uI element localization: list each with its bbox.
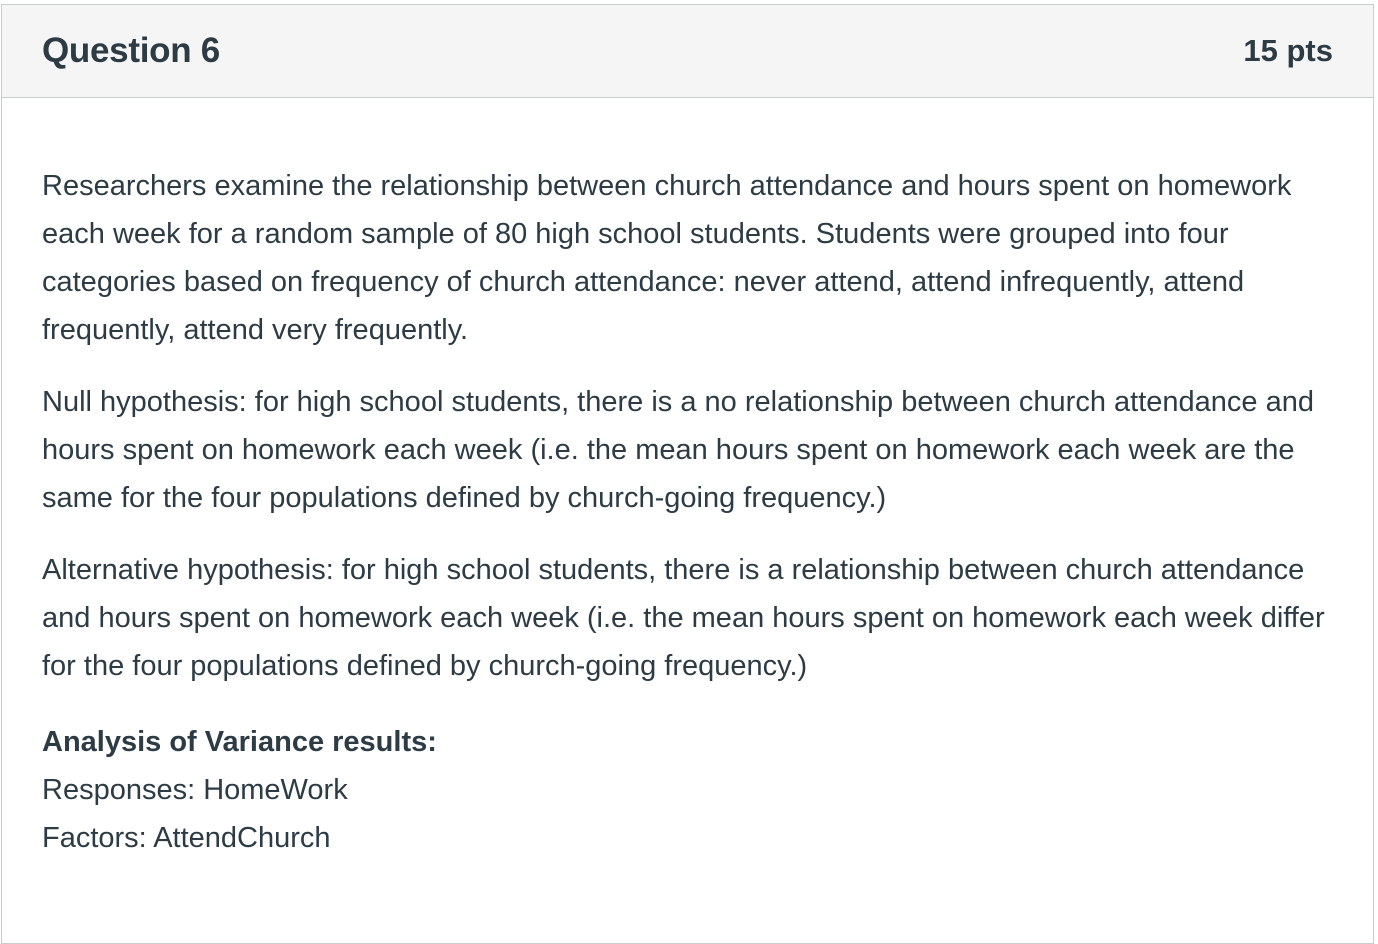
anova-results <box>42 718 1333 862</box>
question-header <box>2 5 1373 98</box>
question-points: 15 pts <box>1243 33 1333 68</box>
question-card <box>1 4 1374 944</box>
anova-results-heading: Analysis of Variance results: <box>42 726 437 758</box>
anova-responses: Responses: HomeWork <box>42 774 348 806</box>
question-body <box>2 98 1373 862</box>
anova-factors: Factors: AttendChurch <box>42 822 331 854</box>
question-intro-paragraph: Researchers examine the relationship between church attendance and hours spent on homework each week for a random sample of 80 high school students. Students were grouped into four categories based on frequency of church attendance: never attend, attend infrequently, attend frequently, attend very frequently. <box>42 170 1292 346</box>
alternative-hypothesis-paragraph: Alternative hypothesis: for high school students, there is a relationship between church attendance and hours spent on homework each week (i.e. the mean hours spent on homework each week differ for the four populations defined by church-going frequency.) <box>42 554 1325 682</box>
null-hypothesis-paragraph: Null hypothesis: for high school students, there is a no relationship between church attendance and hours spent on homework each week (i.e. the mean hours spent on homework each week are the same for the four populations defined by church-going frequency.) <box>42 386 1314 514</box>
question-title: Question 6 <box>42 31 220 70</box>
